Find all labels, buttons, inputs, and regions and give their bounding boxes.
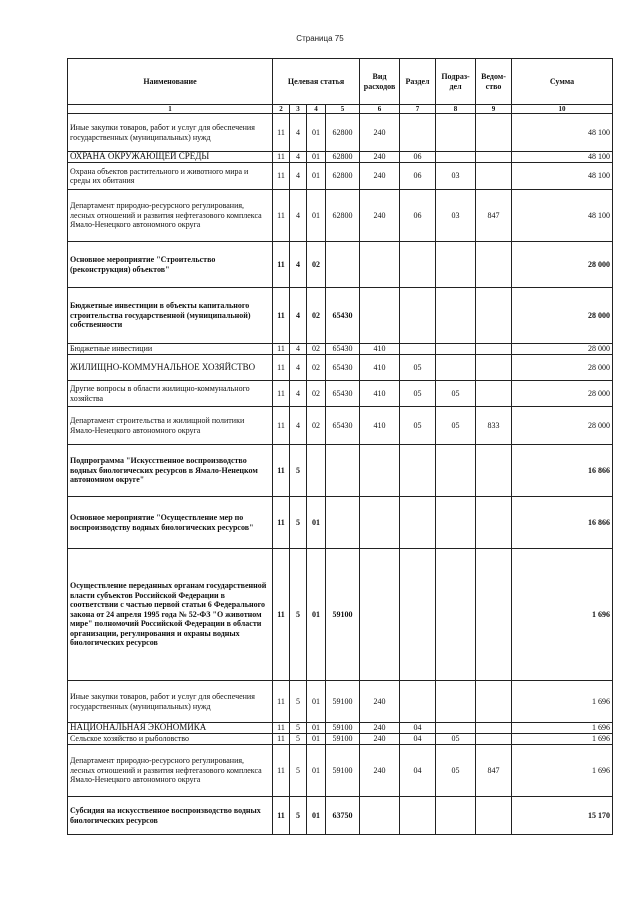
cell-department: [476, 549, 512, 681]
cell-expense-type: [360, 497, 400, 549]
cell-program: 11: [273, 797, 290, 835]
cell-program: 11: [273, 344, 290, 355]
cell-sum: 28 000: [512, 288, 613, 344]
cell-program: 11: [273, 381, 290, 407]
column-number-row: [68, 105, 613, 114]
cell-subprogram: 5: [290, 797, 307, 835]
cell-subprogram: 4: [290, 190, 307, 242]
cell-department: [476, 344, 512, 355]
page-header: Страница 75: [296, 34, 344, 43]
cell-sum: 28 000: [512, 355, 613, 381]
cell-subsection: [436, 797, 476, 835]
cell-section: [400, 797, 436, 835]
column-number: 5: [326, 105, 360, 114]
budget-table: [67, 58, 613, 835]
cell-sum: 16 866: [512, 497, 613, 549]
cell-expense-type: 410: [360, 407, 400, 445]
cell-event: 01: [307, 797, 326, 835]
cell-subprogram: 4: [290, 288, 307, 344]
cell-section: 06: [400, 152, 436, 163]
cell-expense-type: 410: [360, 381, 400, 407]
table-row: [68, 355, 613, 381]
table-row: [68, 163, 613, 190]
row-name: НАЦИОНАЛЬНАЯ ЭКОНОМИКА: [68, 723, 273, 734]
column-number: 3: [290, 105, 307, 114]
cell-subprogram: 4: [290, 407, 307, 445]
cell-department: [476, 163, 512, 190]
cell-event: 02: [307, 355, 326, 381]
cell-section: 05: [400, 381, 436, 407]
cell-expense-type: 240: [360, 681, 400, 723]
cell-subprogram: 4: [290, 381, 307, 407]
table-row: [68, 242, 613, 288]
header-subsection: Подраз-дел: [436, 59, 476, 105]
header-name: Наименование: [68, 59, 273, 105]
cell-subsection: 05: [436, 381, 476, 407]
cell-direction: 59100: [326, 745, 360, 797]
cell-expense-type: 240: [360, 723, 400, 734]
cell-section: 06: [400, 163, 436, 190]
cell-expense-type: 240: [360, 114, 400, 152]
column-number: 9: [476, 105, 512, 114]
cell-subsection: [436, 114, 476, 152]
cell-subsection: [436, 497, 476, 549]
cell-program: 11: [273, 288, 290, 344]
cell-direction: 65430: [326, 344, 360, 355]
cell-sum: 48 100: [512, 152, 613, 163]
cell-event: 01: [307, 681, 326, 723]
cell-subsection: 05: [436, 745, 476, 797]
row-name: Бюджетные инвестиции в объекты капитального строительства государственной (муниципальной) собственности: [68, 288, 273, 344]
table-row: [68, 797, 613, 835]
cell-direction: 62800: [326, 163, 360, 190]
cell-department: 847: [476, 190, 512, 242]
row-name: ЖИЛИЩНО-КОММУНАЛЬНОЕ ХОЗЯЙСТВО: [68, 355, 273, 381]
header-expense-type: Вид расходов: [360, 59, 400, 105]
cell-direction: 59100: [326, 723, 360, 734]
cell-subprogram: 5: [290, 445, 307, 497]
cell-program: 11: [273, 745, 290, 797]
cell-expense-type: 240: [360, 190, 400, 242]
cell-subprogram: 4: [290, 355, 307, 381]
column-number: 2: [273, 105, 290, 114]
cell-event: 01: [307, 723, 326, 734]
cell-direction: 65430: [326, 355, 360, 381]
cell-expense-type: 410: [360, 344, 400, 355]
cell-sum: 1 696: [512, 734, 613, 745]
cell-section: [400, 497, 436, 549]
cell-subsection: 05: [436, 734, 476, 745]
cell-department: [476, 445, 512, 497]
cell-event: [307, 445, 326, 497]
row-name: ОХРАНА ОКРУЖАЮЩЕЙ СРЕДЫ: [68, 152, 273, 163]
cell-event: 01: [307, 734, 326, 745]
cell-expense-type: 410: [360, 355, 400, 381]
cell-department: 847: [476, 745, 512, 797]
table-row: [68, 745, 613, 797]
cell-direction: [326, 242, 360, 288]
row-name: Осуществление переданных органам государственной власти субъектов Российской Федерации в соответствии с частью первой статьи 6 Федерального закона от 24 апреля 1995 года № 52-ФЗ "О животном мире" полномочий Российской Федерации в области организации, регулирования и охраны водных биологических ресурсов: [68, 549, 273, 681]
cell-program: 11: [273, 355, 290, 381]
cell-direction: 65430: [326, 288, 360, 344]
cell-expense-type: [360, 797, 400, 835]
cell-direction: 62800: [326, 114, 360, 152]
cell-section: [400, 288, 436, 344]
cell-subprogram: 4: [290, 152, 307, 163]
cell-direction: 59100: [326, 549, 360, 681]
cell-event: 02: [307, 381, 326, 407]
cell-direction: 65430: [326, 407, 360, 445]
cell-section: 04: [400, 723, 436, 734]
cell-expense-type: 240: [360, 734, 400, 745]
cell-expense-type: [360, 288, 400, 344]
column-number: 10: [512, 105, 613, 114]
cell-expense-type: 240: [360, 152, 400, 163]
cell-direction: 62800: [326, 152, 360, 163]
cell-event: 02: [307, 288, 326, 344]
cell-section: 05: [400, 355, 436, 381]
cell-sum: 1 696: [512, 723, 613, 734]
cell-department: [476, 681, 512, 723]
cell-event: 01: [307, 549, 326, 681]
cell-subsection: [436, 723, 476, 734]
row-name: Департамент строительства и жилищной политики Ямало-Ненецкого автономного округа: [68, 407, 273, 445]
table-row: [68, 381, 613, 407]
cell-direction: 59100: [326, 734, 360, 745]
row-name: Бюджетные инвестиции: [68, 344, 273, 355]
column-number: 8: [436, 105, 476, 114]
cell-subprogram: 4: [290, 114, 307, 152]
cell-section: [400, 445, 436, 497]
table-row: [68, 407, 613, 445]
cell-department: [476, 723, 512, 734]
cell-program: 11: [273, 114, 290, 152]
cell-expense-type: [360, 242, 400, 288]
cell-program: 11: [273, 723, 290, 734]
table-row: [68, 497, 613, 549]
cell-subprogram: 5: [290, 734, 307, 745]
cell-direction: 63750: [326, 797, 360, 835]
cell-subprogram: 4: [290, 163, 307, 190]
cell-subprogram: 5: [290, 497, 307, 549]
cell-direction: 65430: [326, 381, 360, 407]
table-row: [68, 190, 613, 242]
table-row: [68, 681, 613, 723]
header-department: Ведом-ство: [476, 59, 512, 105]
cell-subprogram: 5: [290, 549, 307, 681]
cell-department: [476, 114, 512, 152]
row-name: Субсидия на искусственное воспроизводство водных биологических ресурсов: [68, 797, 273, 835]
cell-event: 02: [307, 407, 326, 445]
cell-program: 11: [273, 163, 290, 190]
header-section: Раздел: [400, 59, 436, 105]
table-row: [68, 723, 613, 734]
cell-department: [476, 381, 512, 407]
cell-subsection: 03: [436, 163, 476, 190]
cell-expense-type: 240: [360, 163, 400, 190]
cell-expense-type: 240: [360, 745, 400, 797]
cell-direction: 59100: [326, 681, 360, 723]
cell-program: 11: [273, 407, 290, 445]
cell-event: 02: [307, 344, 326, 355]
table-row: [68, 114, 613, 152]
cell-department: [476, 734, 512, 745]
cell-event: 01: [307, 745, 326, 797]
cell-section: 04: [400, 745, 436, 797]
cell-subprogram: 5: [290, 723, 307, 734]
cell-subprogram: 4: [290, 344, 307, 355]
row-name: Основное мероприятие "Строительство (реконструкция) объектов": [68, 242, 273, 288]
cell-program: 11: [273, 152, 290, 163]
row-name: Иные закупки товаров, работ и услуг для обеспечения государственных (муниципальных) нужд: [68, 114, 273, 152]
column-number: 1: [68, 105, 273, 114]
cell-sum: 1 696: [512, 549, 613, 681]
cell-event: 01: [307, 114, 326, 152]
header-target-article: Целевая статья: [273, 59, 360, 105]
row-name: Иные закупки товаров, работ и услуг для обеспечения государственных (муниципальных) нужд: [68, 681, 273, 723]
cell-department: [476, 242, 512, 288]
table-row: [68, 549, 613, 681]
cell-subsection: [436, 288, 476, 344]
cell-section: 04: [400, 734, 436, 745]
cell-sum: 1 696: [512, 681, 613, 723]
cell-subsection: [436, 152, 476, 163]
row-name: Основное мероприятие "Осуществление мер по воспроизводству водных биологических ресурсов": [68, 497, 273, 549]
column-number: 7: [400, 105, 436, 114]
cell-subsection: 05: [436, 407, 476, 445]
cell-direction: [326, 445, 360, 497]
cell-program: 11: [273, 549, 290, 681]
cell-subsection: [436, 681, 476, 723]
cell-direction: [326, 497, 360, 549]
column-number: 4: [307, 105, 326, 114]
cell-department: [476, 797, 512, 835]
cell-section: [400, 681, 436, 723]
cell-program: 11: [273, 497, 290, 549]
cell-program: 11: [273, 190, 290, 242]
cell-expense-type: [360, 445, 400, 497]
row-name: Другие вопросы в области жилищно-коммунального хозяйства: [68, 381, 273, 407]
cell-section: [400, 114, 436, 152]
cell-subprogram: 5: [290, 681, 307, 723]
header-row: [68, 59, 613, 105]
cell-sum: 28 000: [512, 242, 613, 288]
table-row: [68, 344, 613, 355]
cell-section: 06: [400, 190, 436, 242]
cell-direction: 62800: [326, 190, 360, 242]
cell-subprogram: 5: [290, 745, 307, 797]
table-row: [68, 288, 613, 344]
cell-event: 01: [307, 497, 326, 549]
cell-sum: 48 100: [512, 114, 613, 152]
cell-department: [476, 288, 512, 344]
row-name: Подпрограмма "Искусственное воспроизводство водных биологических ресурсов в Ямало-Ненецком автономном округе": [68, 445, 273, 497]
cell-department: [476, 355, 512, 381]
row-name: Департамент природно-ресурсного регулирования, лесных отношений и развития нефтегазового комплекса Ямало-Ненецкого автономного округа: [68, 190, 273, 242]
cell-program: 11: [273, 242, 290, 288]
cell-section: 05: [400, 407, 436, 445]
row-name: Сельское хозяйство и рыболовство: [68, 734, 273, 745]
cell-sum: 48 100: [512, 190, 613, 242]
cell-subsection: [436, 549, 476, 681]
cell-sum: 28 000: [512, 344, 613, 355]
column-number: 6: [360, 105, 400, 114]
cell-department: [476, 497, 512, 549]
cell-department: [476, 152, 512, 163]
cell-event: 02: [307, 242, 326, 288]
cell-program: 11: [273, 681, 290, 723]
cell-program: 11: [273, 734, 290, 745]
cell-event: 01: [307, 163, 326, 190]
row-name: Охрана объектов растительного и животного мира и среды их обитания: [68, 163, 273, 190]
cell-subsection: [436, 445, 476, 497]
cell-event: 01: [307, 190, 326, 242]
cell-department: 833: [476, 407, 512, 445]
cell-sum: 16 866: [512, 445, 613, 497]
cell-subsection: [436, 355, 476, 381]
cell-subprogram: 4: [290, 242, 307, 288]
cell-sum: 28 000: [512, 381, 613, 407]
cell-section: [400, 344, 436, 355]
cell-expense-type: [360, 549, 400, 681]
cell-subsection: [436, 344, 476, 355]
table-row: [68, 152, 613, 163]
cell-section: [400, 242, 436, 288]
cell-sum: 1 696: [512, 745, 613, 797]
table-row: [68, 734, 613, 745]
cell-sum: 48 100: [512, 163, 613, 190]
header-sum: Сумма: [512, 59, 613, 105]
cell-subsection: [436, 242, 476, 288]
row-name: Департамент природно-ресурсного регулирования, лесных отношений и развития нефтегазового комплекса Ямало-Ненецкого автономного округа: [68, 745, 273, 797]
table-row: [68, 445, 613, 497]
cell-sum: 15 170: [512, 797, 613, 835]
cell-program: 11: [273, 445, 290, 497]
cell-subsection: 03: [436, 190, 476, 242]
cell-section: [400, 549, 436, 681]
cell-event: 01: [307, 152, 326, 163]
cell-sum: 28 000: [512, 407, 613, 445]
